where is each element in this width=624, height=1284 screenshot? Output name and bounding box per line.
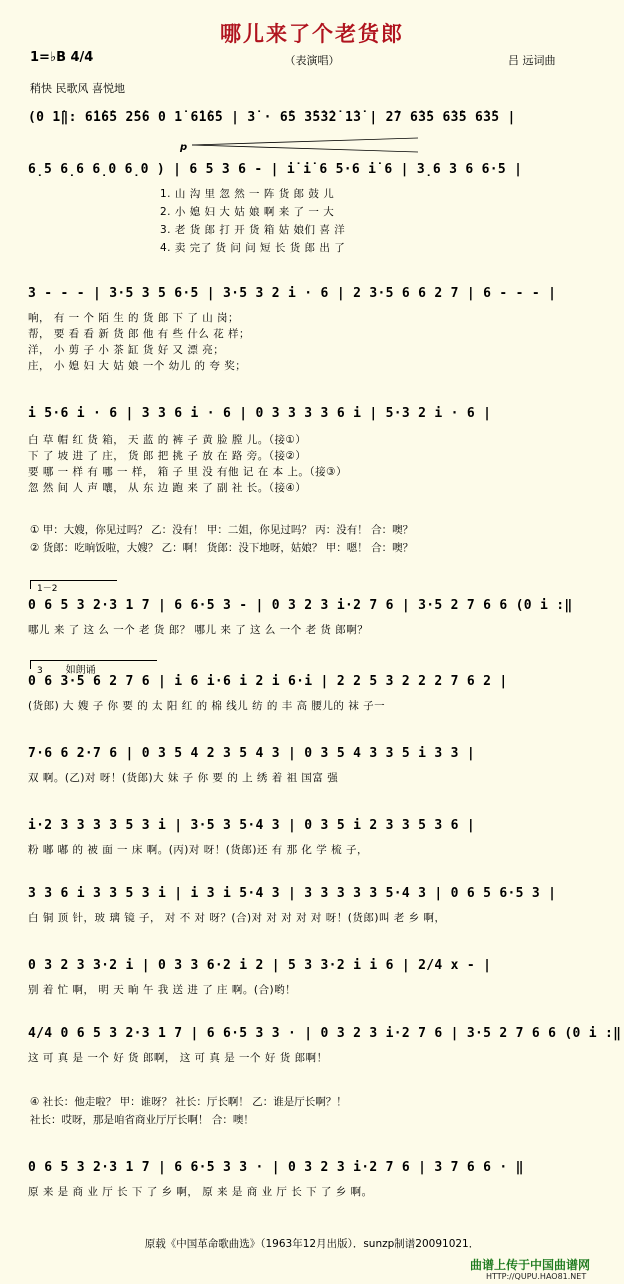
music-line-6: 0 6 3·5 6 2 7 6 | i 6 i·6 i 2 i 6·i | 2 2 5 3 2 2 2 7 6 2 |	[28, 674, 508, 689]
crescendo-hairpin	[192, 136, 420, 154]
lyric-verse-4: 忽 然 间 人 声 嚷， 从 东 边 跑 来 了 副 社 长。（接④）	[28, 482, 307, 494]
lyric-verse-2: 下 了 坡 进 了 庄， 货 郎 把 挑 子 放 在 路 旁。（接②）	[28, 450, 307, 462]
lyric-verse-2: 帮， 要 看 看 新 货 郎 他 有 些 什么 花 样；	[28, 328, 251, 340]
lyric-line-5: 哪儿 来 了 这 么 一个 老 货 郎？ 哪儿 来 了 这 么 一个 老 货 郎啊？	[28, 624, 369, 636]
lyric-verse-1: 1. 山 沟 里 忽 然 一 阵 货 郎 鼓 儿	[160, 188, 335, 200]
music-line-1: (0 1̇‖: 6̇1̇6̇5 2̇5̇6 0 1̇ 6̇1̇6̇5 | 3̇ · 6̇5 3̇5̇3̇2̇ 1̇3̇ | 2̇7 6̇3̇5 6̇3̇5 6̇3̇5 |	[28, 110, 516, 125]
volta-bracket-3	[30, 660, 157, 676]
key-signature: 1=♭B 4/4	[30, 50, 94, 65]
tempo-marking: 稍快 民歌风 喜悦地	[30, 82, 125, 95]
lyric-verse-4: 4. 卖 完了 货 问 问 短 长 货 郎 出 了	[160, 242, 346, 254]
lyric-verse-4: 庄， 小 媳 妇 大 姑 娘 一个 幼儿 的 夸 奖；	[28, 360, 247, 372]
lyric-line-6: (货郎) 大 嫂 子 你 要 的 太 阳 红 的 棉 线儿 纺 的 丰 高 腰儿的 袜 子一	[28, 700, 386, 712]
music-line-4: i 5·6 i · 6 | 3 3 6 i · 6 | 0 3 3 3 3 6 i | 5·3 2 i · 6 |	[28, 406, 492, 421]
source-footer: 原载《中国革命歌曲选》（1963年12月出版）．sunzp制谱20091021．	[144, 1238, 480, 1250]
lyric-verse-3: 3. 老 货 郎 打 开 货 箱 姑 娘们 喜 洋	[160, 224, 346, 236]
lyric-verse-3: 洋， 小 剪 子 小 茶 缸 货 好 又 漂 亮；	[28, 344, 225, 356]
lyric-verse-3: 要 哪 一 样 有 哪 一 样， 箱 子 里 没 有他 记 在 本 上。（接③）	[28, 466, 348, 478]
dynamic-marking: p	[180, 142, 188, 153]
lyric-verse-1: 响， 有 一 个 陌 生 的 货 郎 下 了 山 岗；	[28, 312, 240, 324]
dialogue-line-1: ① 甲：大嫂，你见过吗？ 乙：没有！ 甲：二姐，你见过吗？ 丙：没有！ 合：噢？	[30, 524, 414, 536]
dialogue-line-4: 社长：哎呀，那是咱省商业厅厅长啊！ 合：噢！	[30, 1114, 254, 1126]
music-line-8: i·2 3 3 3 3 5 3 i | 3·5 3 5·4 3 | 0 3 5 i 2 3 3 5 3 6 |	[28, 818, 475, 833]
watermark-url: HTTP://QUPU.HAO81.NET	[486, 1272, 587, 1281]
music-line-3: 3 - - - | 3·5 3 5 6·5 | 3·5 3 2 i · 6 | 2 3·5 6 6 2 7 | 6 - - - |	[28, 286, 557, 301]
recitation-marking: 如朗诵	[65, 665, 96, 676]
page-title: 哪儿来了个老货郎	[220, 22, 404, 46]
lyric-line-9: 白 铜 顶 针，玻 璃 镜 子， 对 不 对 呀？(合)对 对 对 对 对 呀！(货郎)叫 老 乡 啊，	[28, 912, 446, 924]
music-line-9: 3 3 6 i 3 3 5 3 i | i 3 i 5·4 3 | 3 3 3 3 3 5·4 3 | 0 6 5 6·5 3 |	[28, 886, 557, 901]
lyric-line-7: 双 啊。(乙)对 呀！(货郎)大 妹 子 你 要 的 上 绣 着 祖 国富 强	[28, 772, 339, 784]
volta-number: 3	[37, 666, 43, 676]
dialogue-line-2: ② 货郎：吃晌饭啦，大嫂？ 乙：啊！ 货郎：没下地呀，姑娘？ 甲：嗯！ 合：噢？	[30, 542, 414, 554]
lyric-verse-1: 白 草 帽 红 货 箱， 天 蓝 的 裤 子 黄 脸 膛 儿。（接①）	[28, 434, 307, 446]
lyric-line-12: 原 来 是 商 业 厅 长 下 了 乡 啊， 原 来 是 商 业 厅 长 下 了 乡 啊。	[28, 1186, 373, 1198]
music-line-12: 0 6 5 3 2·3 1 7 | 6 6·5 3 3 · | 0 3 2 3 i·2 7 6 | 3 7 6 6 · ‖	[28, 1160, 524, 1175]
lyric-line-8: 粉 嘟 嘟 的 被 面 一 床 啊。(丙)对 呀！(货郎)还 有 那 化 学 梳 子，	[28, 844, 368, 856]
watermark-site-name: 曲谱上传于中国曲谱网	[470, 1258, 591, 1272]
music-line-10: 0 3 2 3 3·2 i | 0 3 3 6·2 i 2 | 5 3 3·2 i i 6 | 2/4 x - |	[28, 958, 492, 973]
music-line-7: 7·6 6 2·7 6 | 0 3 5 4 2 3 5 4 3 | 0 3 5 4 3 3 5 i 3 3 |	[28, 746, 475, 761]
lyric-line-11: 这 可 真 是 一个 好 货 郎啊， 这 可 真 是 一个 好 货 郎啊！	[28, 1052, 328, 1064]
music-line-11: 4/4 0 6 5 3 2·3 1 7 | 6 6·5 3 3 · | 0 3 2 3 i·2 7 6 | 3·5 2 7 6 6 (0 i :‖	[28, 1026, 622, 1041]
subtitle: （表演唱）	[284, 54, 340, 67]
music-line-5: 0 6 5 3 2·3 1 7 | 6 6·5 3 - | 0 3 2 3 i·2 7 6 | 3·5 2 7 6 6 (0 i :‖	[28, 598, 573, 613]
volta-bracket-1-2: 1－2	[30, 580, 117, 589]
lyric-line-10: 别 着 忙 啊， 明 天 晌 午 我 送 进 了 庄 啊。(合)哟！	[28, 984, 297, 996]
dialogue-line-3: ④ 社长：他走啦？ 甲：谁呀？ 社长：厅长啊！ 乙：谁是厅长啊？！	[30, 1096, 347, 1108]
lyric-verse-2: 2. 小 媳 妇 大 姑 娘 啊 来 了 一 大	[160, 206, 335, 218]
composer-credit: 吕 远词曲	[508, 54, 556, 67]
music-line-2: 6̣5 6̣6 6̣0 6̣0 ) | 6 5 3 6 - | i̇ i̇ 6 5·6 i̇ 6 | 3̣6 3 6 6·5 |	[28, 162, 523, 177]
